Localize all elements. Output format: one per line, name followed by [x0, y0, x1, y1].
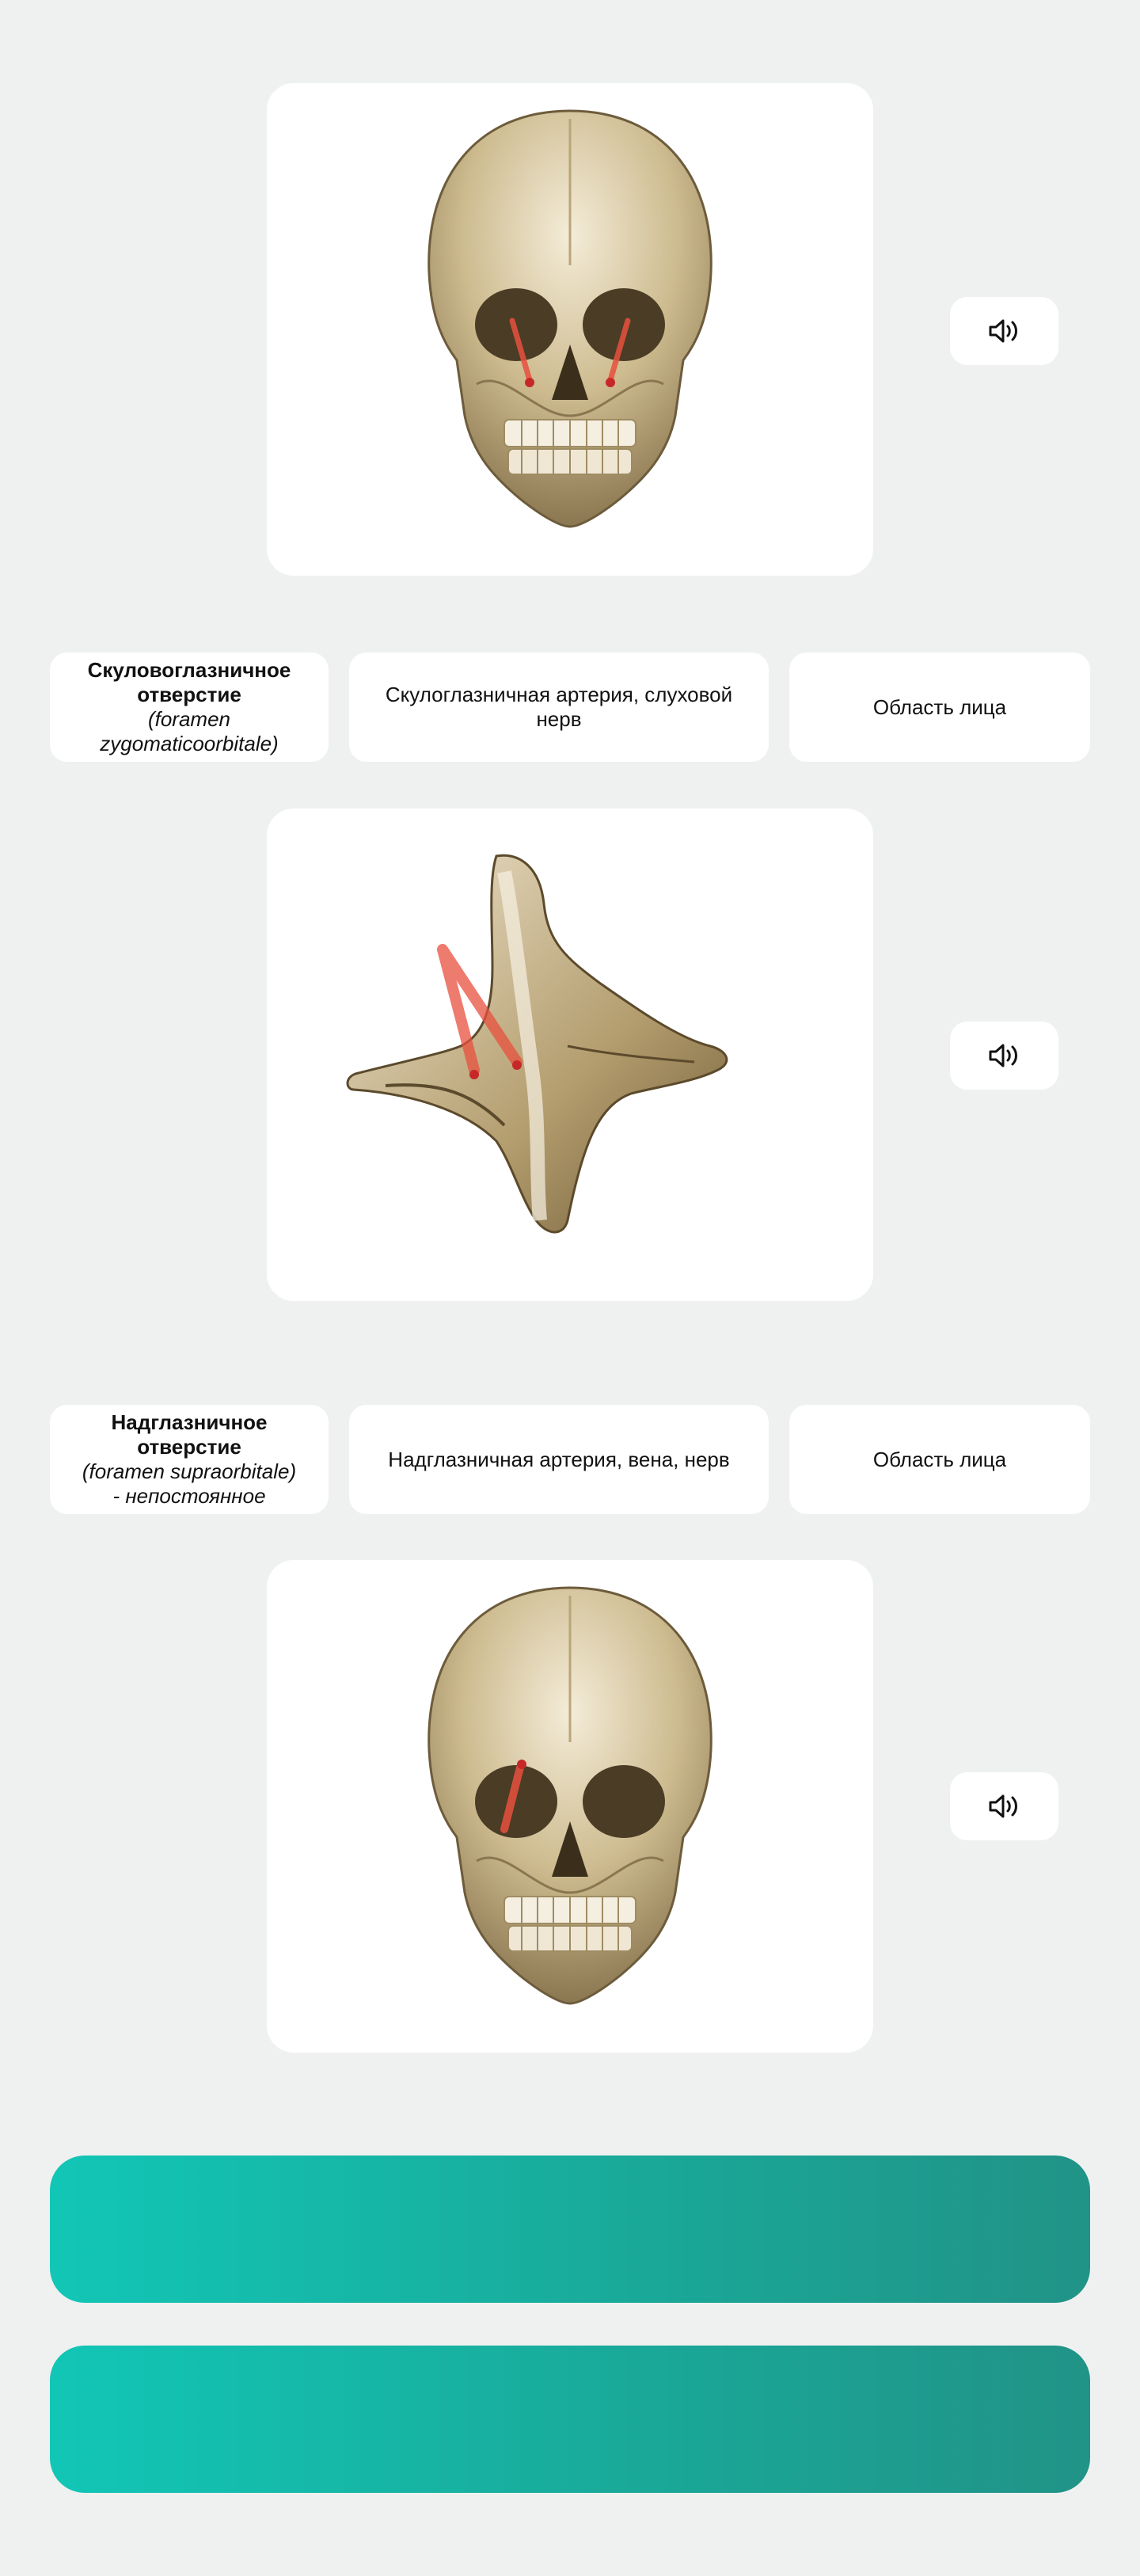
play-audio-button[interactable]	[950, 1022, 1058, 1090]
foramen-region: Область лица	[872, 1447, 1007, 1471]
foramen-contents: Надглазничная артерия, вена, нерв	[388, 1447, 730, 1471]
foramen-note: - непостоянное	[112, 1484, 266, 1508]
skull-front-illustration	[267, 83, 873, 576]
speaker-sound-icon	[988, 318, 1021, 344]
foramen-contents-cell	[349, 1405, 769, 1514]
foramen-name: Скуловоглазничное отверстие	[87, 658, 291, 706]
primary-action-button[interactable]	[50, 2156, 1090, 2303]
foramen-latin-name: (foramen supraorbitale)	[82, 1459, 297, 1483]
speaker-sound-icon	[988, 1793, 1021, 1820]
foramen-region-cell	[789, 1405, 1090, 1514]
foramen-latin-name: (foramen zygomaticoorbitale)	[100, 707, 279, 755]
foramen-name-cell	[50, 653, 329, 762]
skull-supraorbital-image-card	[267, 1560, 873, 2053]
foramen-name-cell	[50, 1405, 329, 1514]
foramen-contents-cell	[349, 653, 769, 762]
foramen-contents: Скулоглазничная артерия, слуховой нерв	[385, 683, 733, 731]
zygomatic-bone-image-card	[267, 809, 873, 1301]
zygomatic-bone-illustration	[267, 809, 873, 1301]
skull-front-illustration	[267, 1560, 873, 2053]
speaker-sound-icon	[988, 1042, 1021, 1069]
foramen-name: Надглазничное отверстие	[111, 1410, 268, 1459]
play-audio-button[interactable]	[950, 297, 1058, 365]
skull-front-image-card	[267, 83, 873, 576]
secondary-action-button[interactable]	[50, 2346, 1090, 2493]
play-audio-button[interactable]	[950, 1772, 1058, 1840]
foramen-region-cell	[789, 653, 1090, 762]
foramen-region: Область лица	[872, 694, 1007, 719]
